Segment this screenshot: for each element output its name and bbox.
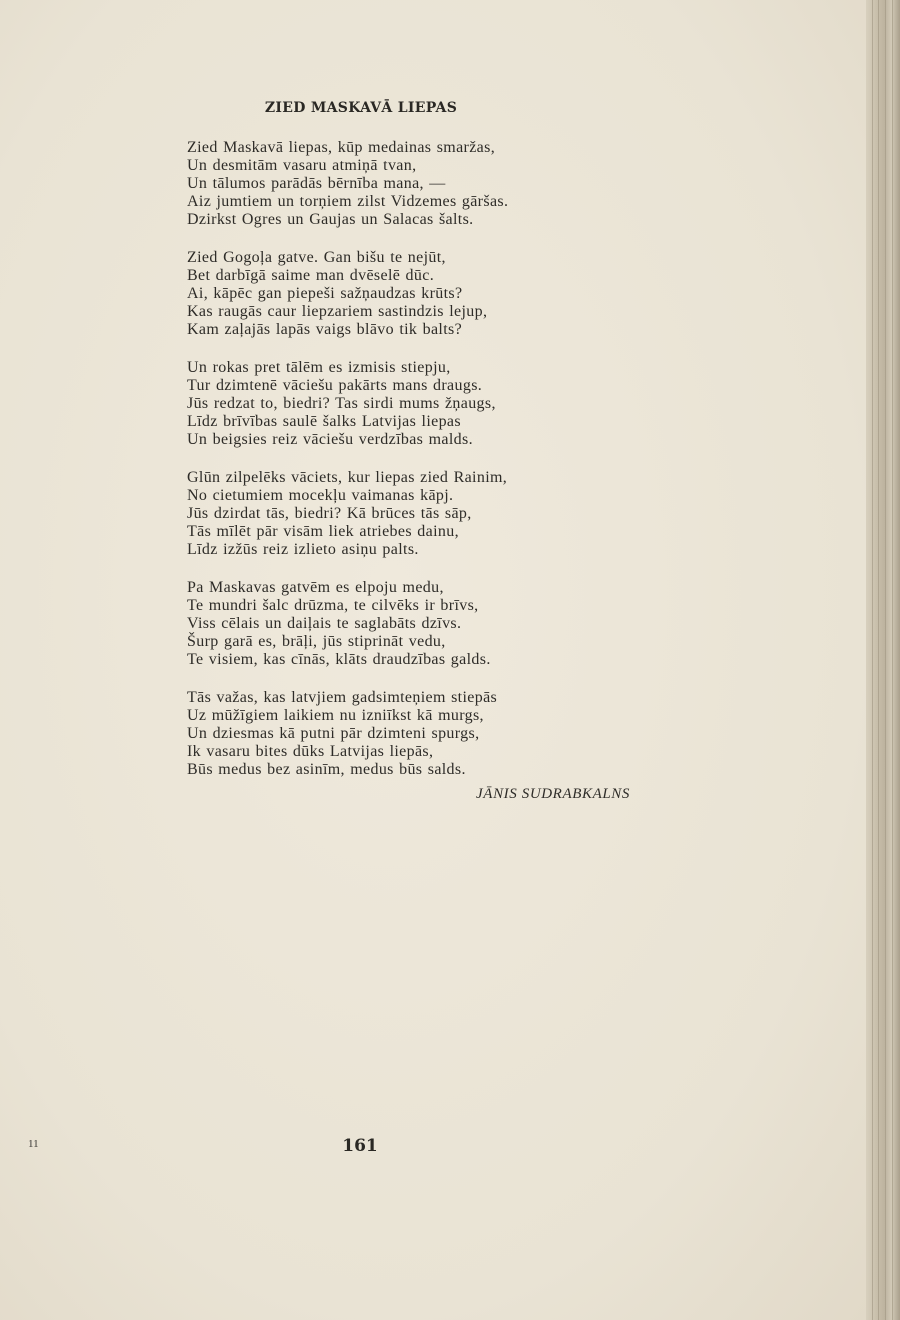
poem-line: Ai, kāpēc gan piepeši sažņaudzas krūts? <box>187 285 463 302</box>
poem-title: ZIED MASKAVĀ LIEPAS <box>264 100 458 116</box>
poem-line: Zied Maskavā liepas, kūp medainas smaržas, <box>187 139 496 156</box>
poem-line: Uz mūžīgiem laikiem nu izniīkst kā murgs, <box>187 707 484 724</box>
stanza-2 <box>187 249 607 339</box>
signature-mark: 11 <box>28 1138 39 1150</box>
poem-line: Un rokas pret tālēm es izmisis stiepju, <box>187 359 451 376</box>
page-number: 161 <box>342 1136 378 1156</box>
stanza-3 <box>187 359 607 449</box>
poem-line: Pa Maskavas gatvēm es elpoju medu, <box>187 579 444 596</box>
poem-line: Ik vasaru bites dūks Latvijas liepās, <box>187 743 434 760</box>
poem-line: Līdz izžūs reiz izlieto asiņu palts. <box>187 541 419 558</box>
poem-line: Būs medus bez asinīm, medus būs salds. <box>187 761 466 778</box>
poem-line: Tās važas, kas latvjiem gadsimteņiem stiepās <box>187 689 498 706</box>
poem-line: Un dziesmas kā putni pār dzimteni spurgs, <box>187 725 480 742</box>
poem-line: No cietumiem mocekļu vaimanas kāpj. <box>187 487 454 504</box>
poem-line: Te visiem, kas cīnās, klāts draudzības galds. <box>187 651 491 668</box>
stanza-5 <box>187 579 607 669</box>
poem-line: Viss cēlais un daiļais te saglabāts dzīvs. <box>187 615 462 632</box>
poem-line: Šurp garā es, brāļi, jūs stiprināt vedu, <box>187 633 446 650</box>
poem-body <box>187 139 607 799</box>
poem-line: Jūs dzirdat tās, biedri? Kā brūces tās sāp, <box>187 505 472 522</box>
poem-line: Te mundri šalc drūzma, te cilvēks ir brīvs, <box>187 597 479 614</box>
poem-line: Glūn zilpelēks vāciets, kur liepas zied Rainim, <box>187 469 508 486</box>
poem-line: Jūs redzat to, biedri? Tas sirdi mums žņaugs, <box>187 395 496 412</box>
poem-line: Un beigsies reiz vāciešu verdzības malds. <box>187 431 473 448</box>
poem-line: Kas raugās caur liepzariem sastindzis lejup, <box>187 303 488 320</box>
stanza-1 <box>187 139 607 229</box>
poem-line: Kam zaļajās lapās vaigs blāvo tik balts? <box>187 321 463 338</box>
poem-line: Aiz jumtiem un torņiem zilst Vidzemes gāršas. <box>187 193 509 210</box>
poem-line: Un desmitām vasaru atmiņā tvan, <box>187 157 417 174</box>
page-stack-edge <box>866 0 900 1320</box>
poem-line: Dzirkst Ogres un Gaujas un Salacas šalts. <box>187 211 474 228</box>
poem-line: Bet darbīgā saime man dvēselē dūc. <box>187 267 435 284</box>
poem-line: Un tālumos parādās bērnība mana, — <box>187 175 446 192</box>
poem-author: JĀNIS SUDRABKALNS <box>476 786 630 802</box>
poem-line: Tās mīlēt pār visām liek atriebes dainu, <box>187 523 459 540</box>
stanza-4 <box>187 469 607 559</box>
stanza-6 <box>187 689 607 779</box>
poem-line: Līdz brīvības saulē šalks Latvijas liepas <box>187 413 461 430</box>
poem-line: Tur dzimtenē vāciešu pakārts mans draugs. <box>187 377 483 394</box>
poem-line: Zied Gogoļa gatve. Gan bišu te nejūt, <box>187 249 446 266</box>
